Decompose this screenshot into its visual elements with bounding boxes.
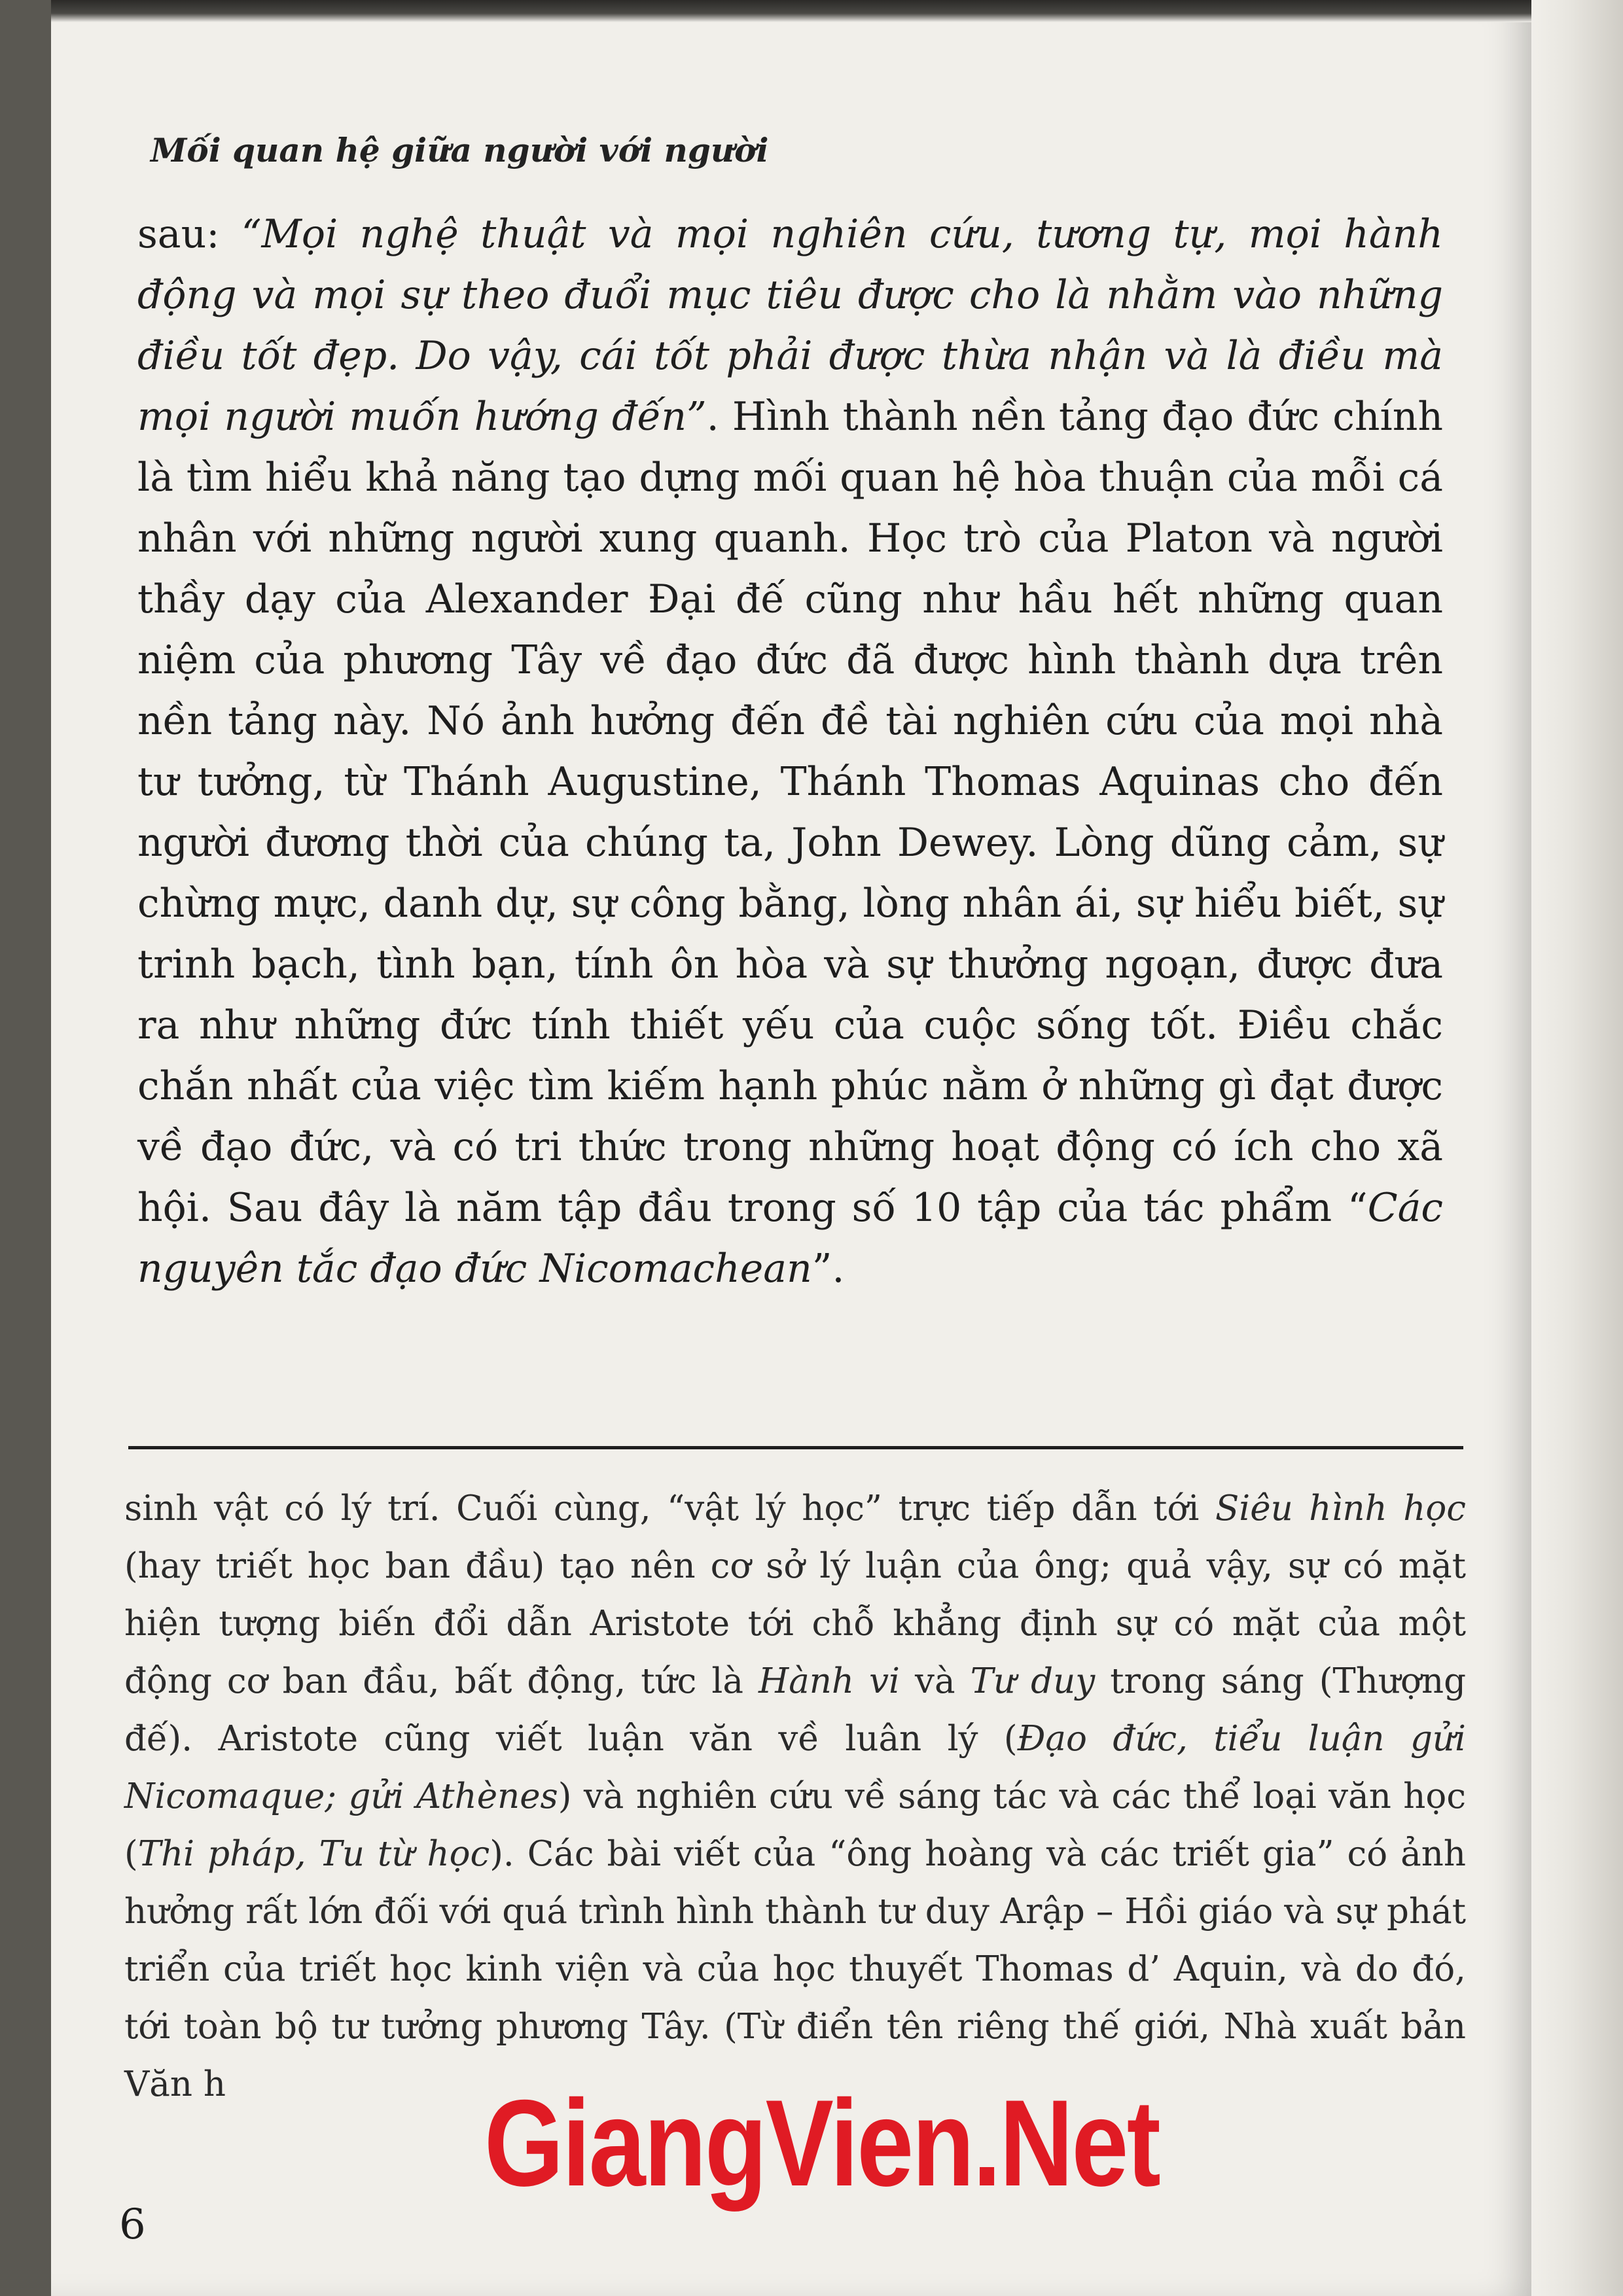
footnote-text: và (900, 1661, 971, 1701)
page-right-edge (1531, 0, 1623, 2296)
footnote-text: ). Các bài viết của “ông hoàng và các triết gia” có ảnh hưởng rất lớn đối với quá trình hình thành tư duy Arập – Hồi giáo và sự phát triển của triết học kinh viện và của học thuyết Thomas d’ Aquin, và do đó, tới toàn bộ tư tưởng phương Tây. (Từ điển tên riêng thế giới, Nhà xuất bản Văn h (124, 1834, 1466, 2104)
footnote-italic: Siêu hình học (1215, 1489, 1466, 1528)
watermark-logo: GiangVien.Net (484, 2074, 1160, 2212)
work-open-quote: “ (1347, 1185, 1368, 1231)
body-text: . Hình thành nền tảng đạo đức chính là tìm hiểu khả năng tạo dựng mối quan hệ hòa thuận của mỗi cá nhân với những người xung quanh. Học trò của Platon và người thầy dạy của Alexander Đại đế cũng như hầu hết những quan niệm của phương Tây về đạo đức đã được hình thành dựa trên nền tảng này. Nó ảnh hưởng đến đề tài nghiên cứu của mọi nhà tư tưởng, từ Thánh Augustine, Thánh Thomas Aquinas cho đến người đương thời của chúng ta, John Dewey. Lòng dũng cảm, sự chừng mực, danh dự, sự công bằng, lòng nhân ái, sự hiểu biết, sự trinh bạch, tình bạn, tính ôn hòa và sự thưởng ngoạn, được đưa ra như những đức tính thiết yếu của cuộc sống tốt. Điều chắc chắn nhất của việc tìm kiếm hạnh phúc nằm ở những gì đạt được về đạo đức, và có tri thức trong những hoạt động có ích cho xã hội. Sau đây là năm tập đầu trong số 10 tập của tác phẩm (137, 394, 1443, 1231)
footnote-italic: Đạo đức, tiểu luận gửi Nicomaque; gửi Athènes (124, 1719, 1466, 1816)
footnote-paragraph (124, 1480, 1466, 2113)
footnote-text: (hay triết học ban đầu) tạo nên cơ sở lý luận của ông; quả vậy, sự có mặt hiện tượng biến đổi dẫn Aristote tới chỗ khẳng định sự có mặt của một động cơ ban đầu, bất động, tức là (124, 1546, 1466, 1701)
aristotle-quote: “Mọi nghệ thuật và mọi nghiên cứu, tương tự, mọi hành động và mọi sự theo đuổi mục tiêu được cho là nhằm vào những điều tốt đẹp. Do vậy, cái tốt phải được thừa nhận và là điều mà mọi người muốn hướng đến” (137, 211, 1443, 440)
footnote-divider (128, 1446, 1463, 1449)
footnote-italic: Tư duy (970, 1661, 1096, 1701)
footnote-text: trong sáng (Thượng đế). Aristote cũng viết luận văn về luân lý ( (124, 1661, 1467, 1759)
footnote-text: ) và nghiên cứu về sáng tác và các thể loại văn học ( (124, 1776, 1466, 1874)
page-top-shadow (51, 0, 1531, 22)
running-header: Mối quan hệ giữa người với người (151, 131, 769, 169)
footnote-italic: Thi pháp, Tu từ học (137, 1834, 490, 1874)
work-title: Các nguyên tắc đạo đức Nicomachean (137, 1185, 1443, 1292)
footnote-italic: Hành vi (758, 1661, 900, 1701)
page-number: 6 (119, 2200, 146, 2249)
work-close-quote: ”. (812, 1246, 845, 1292)
intro-text: sau: (137, 211, 241, 257)
main-paragraph (137, 204, 1443, 1299)
footnote-text: sinh vật có lý trí. Cuối cùng, “vật lý học” trực tiếp dẫn tới (124, 1489, 1215, 1528)
